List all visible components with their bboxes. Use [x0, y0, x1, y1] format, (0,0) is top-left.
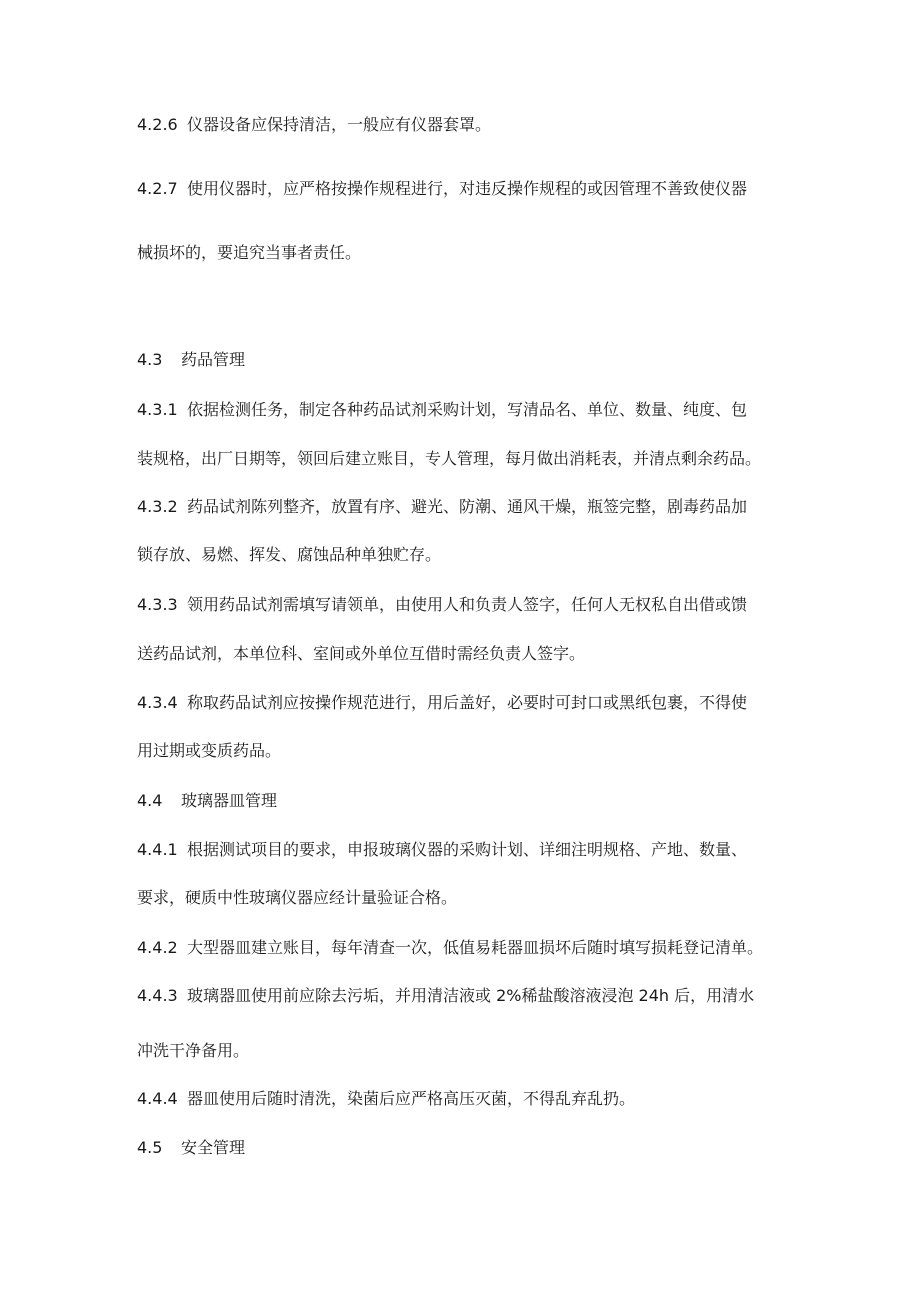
section-title: 药品管理 — [181, 350, 246, 369]
clause-text: 械损坏的，要追究当事者责任。 — [137, 243, 362, 262]
clause-4-3-1-continued — [137, 448, 797, 470]
clause-text: 器皿使用后随时清洗，染菌后应严格高压灭菌，不得乱弃乱扔。 — [187, 1089, 636, 1108]
clause-text: 用过期或变质药品。 — [137, 741, 282, 760]
clause-number: 4.3.4 — [137, 693, 178, 712]
clause-text: 依据检测任务，制定各种药品试剂采购计划，写清品名、单位、数量、纯度、包 — [187, 400, 748, 419]
clause-text: 大型器皿建立账目，每年清查一次，低值易耗器皿损坏后随时填写损耗登记清单。 — [187, 938, 764, 957]
clause-4-3-3 — [137, 594, 797, 616]
section-heading-4-4 — [137, 790, 797, 812]
clause-text: 装规格，出厂日期等，领回后建立账目，专人管理，每月做出消耗表，并清点剩余药品。 — [137, 449, 762, 468]
clause-text: 玻璃器皿使用前应除去污垢，并用清洁液或 2%稀盐酸溶液浸泡 24h 后，用清水 — [187, 986, 755, 1005]
clause-text: 使用仪器时，应严格按操作规程进行，对违反操作规程的或因管理不善致使仪器 — [187, 179, 748, 198]
clause-number: 4.3.3 — [137, 595, 178, 614]
clause-number: 4.4.3 — [137, 986, 178, 1005]
clause-4-4-2 — [137, 937, 797, 959]
clause-4-3-3-continued — [137, 643, 797, 665]
clause-4-4-3-continued — [137, 1040, 797, 1062]
clause-4-3-2 — [137, 496, 797, 518]
clause-text: 领用药品试剂需填写请领单，由使用人和负责人签字，任何人无权私自出借或馈 — [187, 595, 748, 614]
section-number: 4.5 — [137, 1138, 163, 1157]
section-number: 4.3 — [137, 350, 163, 369]
clause-text: 要求，硬质中性玻璃仪器应经计量验证合格。 — [137, 888, 458, 907]
section-heading-4-5 — [137, 1137, 797, 1159]
clause-number: 4.4.2 — [137, 938, 178, 957]
clause-text: 根据测试项目的要求，申报玻璃仪器的采购计划、详细注明规格、产地、数量、 — [187, 840, 748, 859]
clause-4-3-2-continued — [137, 544, 797, 566]
clause-4-2-6 — [137, 114, 797, 136]
section-heading-4-3 — [137, 349, 797, 371]
clause-4-3-4 — [137, 692, 797, 714]
clause-4-3-1 — [137, 399, 797, 421]
clause-number: 4.3.2 — [137, 497, 178, 516]
clause-number: 4.4.4 — [137, 1089, 178, 1108]
clause-4-4-1-continued — [137, 887, 797, 909]
clause-number: 4.3.1 — [137, 400, 178, 419]
clause-text: 仪器设备应保持清洁，一般应有仪器套罩。 — [187, 115, 492, 134]
clause-4-4-1 — [137, 839, 797, 861]
section-title: 安全管理 — [181, 1138, 246, 1157]
clause-number: 4.2.6 — [137, 115, 178, 134]
clause-text: 锁存放、易燃、挥发、腐蚀品种单独贮存。 — [137, 545, 442, 564]
clause-4-2-7-continued — [137, 242, 797, 264]
clause-4-4-3 — [137, 985, 797, 1007]
clause-number: 4.2.7 — [137, 179, 178, 198]
clause-text: 送药品试剂，本单位科、室间或外单位互借时需经负责人签字。 — [137, 644, 586, 663]
clause-text: 称取药品试剂应按操作规范进行，用后盖好，必要时可封口或黑纸包裹，不得使 — [187, 693, 748, 712]
clause-number: 4.4.1 — [137, 840, 178, 859]
clause-text: 冲洗干净备用。 — [137, 1041, 250, 1060]
section-title: 玻璃器皿管理 — [181, 791, 278, 810]
clause-4-3-4-continued — [137, 740, 797, 762]
section-number: 4.4 — [137, 791, 163, 810]
clause-4-2-7 — [137, 178, 797, 200]
clause-text: 药品试剂陈列整齐，放置有序、避光、防潮、通风干燥，瓶签完整，剧毒药品加 — [187, 497, 748, 516]
clause-4-4-4 — [137, 1088, 797, 1110]
